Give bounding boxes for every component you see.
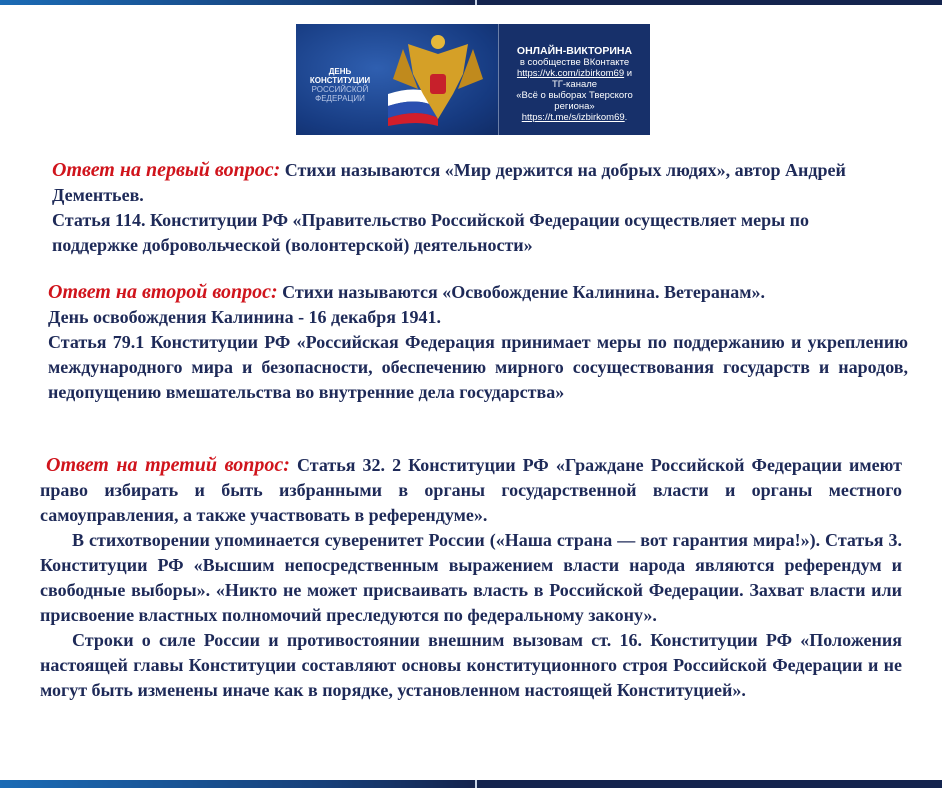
bottom-decor-bar xyxy=(0,780,942,788)
quiz-banner xyxy=(296,24,650,135)
banner-text: ТГ-канале xyxy=(551,79,598,90)
quiz-heading: ОНЛАЙН-ВИКТОРИНА xyxy=(516,45,633,57)
answer-text: Стихи называются «Мир держится на добрых людях», автор Андрей Дементьев. xyxy=(52,160,846,205)
answer-text: Статья 79.1 Конституции РФ «Российская Федерация принимает меры по поддержанию и укреплению международного мира и безопасности, обеспечению мирного сосуществования государств и народов, недопущению вмешательства во внутренние дела государства» xyxy=(48,332,908,402)
top-decor-bar xyxy=(0,0,942,5)
answer-label: Ответ на первый вопрос: xyxy=(52,159,281,181)
answer-2 xyxy=(48,280,908,405)
banner-title-line: ДЕНЬ xyxy=(328,67,352,76)
banner-title-line: КОНСТИТУЦИИ xyxy=(309,76,371,85)
vk-link[interactable]: https://vk.com/izbirkom69 xyxy=(516,68,625,79)
telegram-link[interactable]: https://t.me/s/izbirkom69 xyxy=(521,112,625,123)
answer-text: Статья 32. 2 Конституции РФ «Граждане Российской Федерации имеют право избирать и быть избранными в органы государственной власти и органы местного самоуправления, а также участвовать в референдуме». xyxy=(40,455,902,525)
answer-text: Стихи называются «Освобождение Калинина. Ветеранам». xyxy=(282,282,765,302)
constitution-day-emblem xyxy=(296,24,498,135)
answer-3 xyxy=(40,453,902,703)
answer-text: В стихотворении упоминается суверенитет России («Наша страна — вот гарантия мира!»). Статья 3. Конституции РФ «Высшим непосредственным выражением власти народа являются референдум и свободные выборы». «Никто не может присваивать власть в Российской Федерации. Захват власти или присвоение властных полномочий преследуются по федеральному закону». xyxy=(40,530,902,625)
banner-text: . xyxy=(624,112,628,123)
answer-text: День освобождения Калинина - 16 декабря 1941. xyxy=(48,307,442,327)
banner-title-line: РОССИЙСКОЙ xyxy=(311,85,369,94)
banner-text: «Всё о выборах Тверского региона» xyxy=(516,90,633,112)
banner-text: в сообществе ВКонтакте xyxy=(519,57,630,68)
quiz-info xyxy=(498,24,650,135)
answer-1 xyxy=(52,158,892,258)
answer-label: Ответ на второй вопрос: xyxy=(48,281,278,303)
answer-label: Ответ на третий вопрос: xyxy=(46,454,290,476)
banner-text: и xyxy=(624,68,633,79)
banner-title-line: ФЕДЕРАЦИИ xyxy=(315,94,365,103)
answer-text: Строки о силе России и противостоянии внешним вызовам ст. 16. Конституции РФ «Положения настоящей главы Конституции составляют основы конституционного строя Российской Федерации и не могут быть изменены иначе как в порядке, установленном настоящей Конституцией». xyxy=(40,630,902,700)
coat-of-arms-icon xyxy=(388,34,488,126)
answer-text: Статья 114. Конституции РФ «Правительство Российской Федерации осуществляет меры по поддержке добровольческой (волонтерской) деятельности» xyxy=(52,210,810,255)
